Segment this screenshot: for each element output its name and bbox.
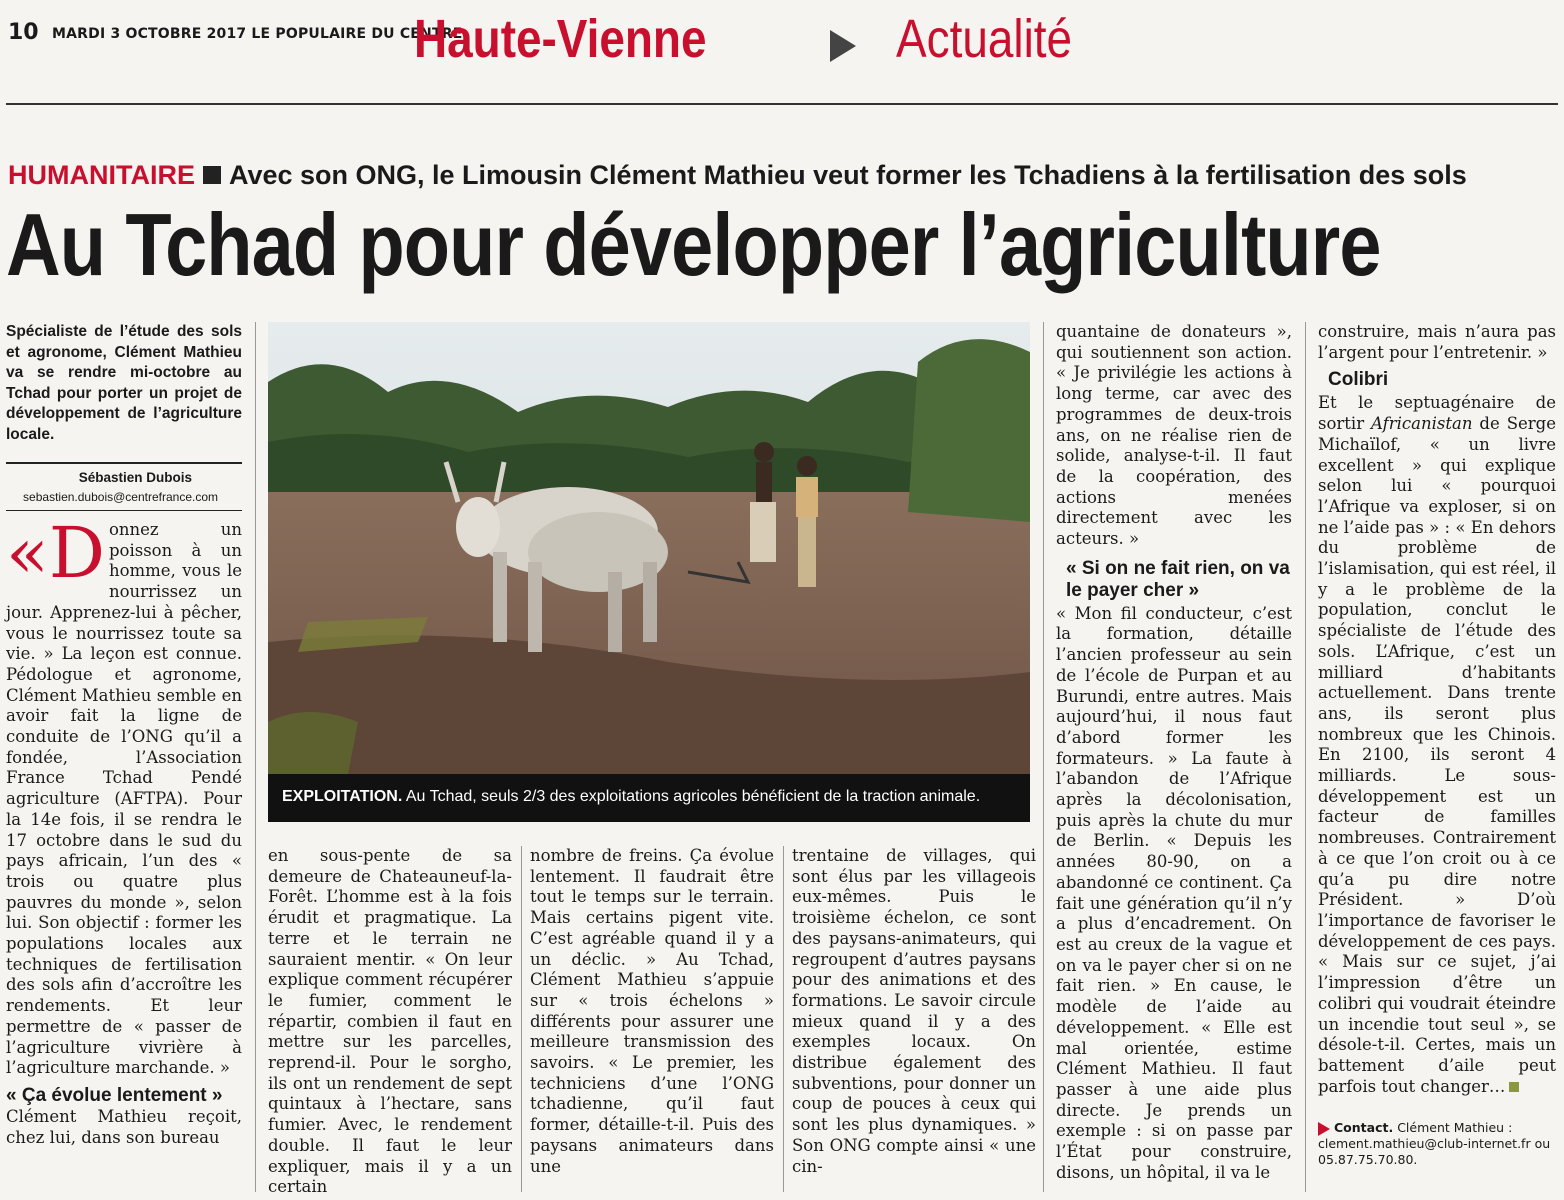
column-rule [783, 846, 784, 1192]
column-rule [1305, 322, 1306, 1192]
article-paragraph: onnez un poisson à un homme, vous le nourrissez un jour. Apprenez-lui à pêcher, vous le nourrissez toute sa vie. » La leçon est connue. Pédologue et agronome, Clément Mathieu semble en avoir fait la ligne de conduite de l’ONG qu’il a fondée, l’Association France Tchad Pendé agriculture (AFTPA). Pour la 14e fois, il se rendra le 17 octobre dans le sud du pays africain, l’un des « trois ou quatre plus pauvres du monde », selon lui. Son objectif : former les populations locales aux techniques de fertilisation des sols afin d’accroître les rendements. Et leur permettre de « passer de l’agriculture vivrière à l’agriculture marchande. » [6, 520, 242, 1078]
article-paragraph: Clément Mathieu reçoit, chez lui, dans son bureau [6, 1106, 242, 1147]
paragraph-text: de Serge Michaïlof, « un livre excellent » qui explique selon lui « pourquoi l’Afrique va exploser, si on ne l’aide pas » : « En dehors du problème de l’islamisation, qui est réel, il y a le problème de la population, conclut le spécialiste de l’étude des sols. L’Afrique, c’est un milliard d’habitants actuellement. Dans trente ans, ils seront plus nombreux que les Chinois. En 2100, ils seront 4 milliards. Le sous-développement est un facteur de familles nombreuses. Contrairement à ce que l’on croit ou à ce qu’a pu dire notre Président. » D’où l’importance de favoriser le développement de ces pays. « Mais sur ce sujet, j’ai l’impression d’être un colibri qui voudrait éteindre un incendie tout seul », se désole-t-il. Certes, mais un battement d’aile peut parfois tout changer… [1318, 414, 1556, 1096]
byline-rule [6, 462, 242, 464]
kicker [8, 160, 1467, 191]
byline-email[interactable]: sebastien.dubois@centrefrance.com [23, 490, 218, 504]
column-rule [1043, 322, 1044, 1192]
article-photo [268, 322, 1030, 774]
article-paragraph [1318, 393, 1556, 1097]
contact-details[interactable]: Clément Mathieu : clement.mathieu@club-internet.fr ou 05.87.75.70.80. [1318, 1120, 1551, 1167]
article-paragraph: trentaine de villages, qui sont élus par les villageois eux-mêmes. Puis le troisième échelon, ce sont des paysans-animateurs, qui regroupent d’autres paysans pour des animations et des formations. Le savoir circule mieux quand il y a des exemples locaux. On distribue également des subventions, pour donner un coup de pouces à ceux qui sont les plus dynamiques. » Son ONG compte ainsi « une cin- [792, 846, 1036, 1176]
end-mark-icon [1509, 1082, 1519, 1092]
article-column-5 [1056, 322, 1292, 1183]
article-column-1 [6, 512, 242, 1148]
article-lead: Spécialiste de l’étude des sols et agronome, Clément Mathieu va se rendre mi-octobre au Tchad pour porter un projet de développement de l’agriculture locale. [6, 323, 242, 443]
headline: Au Tchad pour développer l’agriculture [6, 195, 1381, 294]
article-column-3 [530, 846, 774, 1177]
kicker-label: HUMANITAIRE [8, 160, 195, 190]
section-arrow-icon [830, 30, 856, 62]
article-paragraph: nombre de freins. Ça évolue lentement. Il faudrait être tout le temps sur le terrain. Mais certains pigent vite. C’est agréable quand il y a un déclic. » Au Tchad, Clément Mathieu s’appuie sur « trois échelons » différents pour assurer une meilleure transmission des savoirs. « Le premier, les techniciens d’une l’ONG tchadienne, qu’il faut former, détaille-t-il. Puis des paysans animateurs dans une [530, 846, 774, 1176]
subheading: « Ça évolue lentement » [6, 1084, 223, 1106]
article-paragraph: « Mon fil conducteur, c’est la formation, détaille l’ancien professeur au sein de l’école de Purpan et au Burundi, entre autres. Mais aujourd’hui, il nous faut d’abord former les formateurs. » La faute à l’abandon de l’Afrique après la décolonisation, puis après la chute du mur de Berlin. « Depuis les années 80-90, on a abandonné ce continent. Ça fait une génération qu’il n’y a plus d’encadrement. On est au creux de la vague et on va le payer cher si on ne fait rien. » En cause, le modèle de l’aide au développement. « Elle est mal orientée, estime Clément Mathieu. Il faut passer à une aide plus directe. Je prends un exemple : si on passe par l’État pour construire, disons, un hôpital, il va le [1056, 603, 1292, 1182]
article-paragraph: quantaine de donateurs », qui soutiennent son action. « Je privilégie les actions à long terme, car avec des programmes de deux-trois ans, on ne réalise rien de solide, analyse-t-il. Il faut de la coopération, des actions menées directement avec les acteurs. » [1056, 322, 1292, 549]
contact-box [1318, 1120, 1556, 1168]
contact-label: Contact. [1334, 1120, 1394, 1135]
article-paragraph: en sous-pente de sa demeure de Chateauneuf-la-Forêt. L’homme est à la fois érudit et pragmatique. La terre et le terrain ne sauraient mentir. « On leur explique comment récupérer le fumier, comment le répartir, combien il faut en mettre sur les parcelles, reprend-il. Pour le sorgho, ils ont un rendement de sept quintaux à l’hectare, sans fumier. Avec, le rendement double. Il faut le leur expliquer, mais il y a un certain [268, 846, 512, 1197]
column-rule [255, 322, 256, 1192]
issue-date-and-paper: MARDI 3 OCTOBRE 2017 LE POPULAIRE DU CENTRE [52, 26, 463, 42]
photo-caption [282, 788, 980, 806]
book-title: Africanistan [1371, 414, 1473, 434]
drop-cap: «D [6, 512, 105, 594]
column-rule [521, 846, 522, 1192]
article-paragraph: construire, mais n’aura pas l’argent pour l’entretenir. » [1318, 322, 1556, 362]
kicker-square-icon [203, 166, 221, 184]
kicker-text: Avec son ONG, le Limousin Clément Mathieu veut former les Tchadiens à la fertilisation des sols [228, 160, 1467, 190]
page-number: 10 [8, 20, 39, 45]
paragraph-text: Et le septuagénaire de sortir [1318, 393, 1556, 434]
byline-rule-bottom [6, 510, 242, 511]
subheading: « Si on ne fait rien, on va le payer cher » [1066, 557, 1290, 601]
header-rule [6, 103, 1558, 105]
article-column-2 [268, 846, 512, 1198]
contact-arrow-icon [1318, 1122, 1330, 1136]
article-column-4 [792, 846, 1036, 1177]
caption-text: Au Tchad, seuls 2/3 des exploitations agricoles bénéficient de la traction animale. [402, 788, 981, 805]
subheading: Colibri [1328, 369, 1389, 391]
article-column-6 [1318, 322, 1556, 1097]
caption-label: EXPLOITATION. [282, 788, 403, 805]
section-title: Haute-Vienne [414, 9, 707, 69]
byline-author: Sébastien Dubois [78, 470, 192, 485]
section-subtitle: Actualité [896, 9, 1073, 69]
